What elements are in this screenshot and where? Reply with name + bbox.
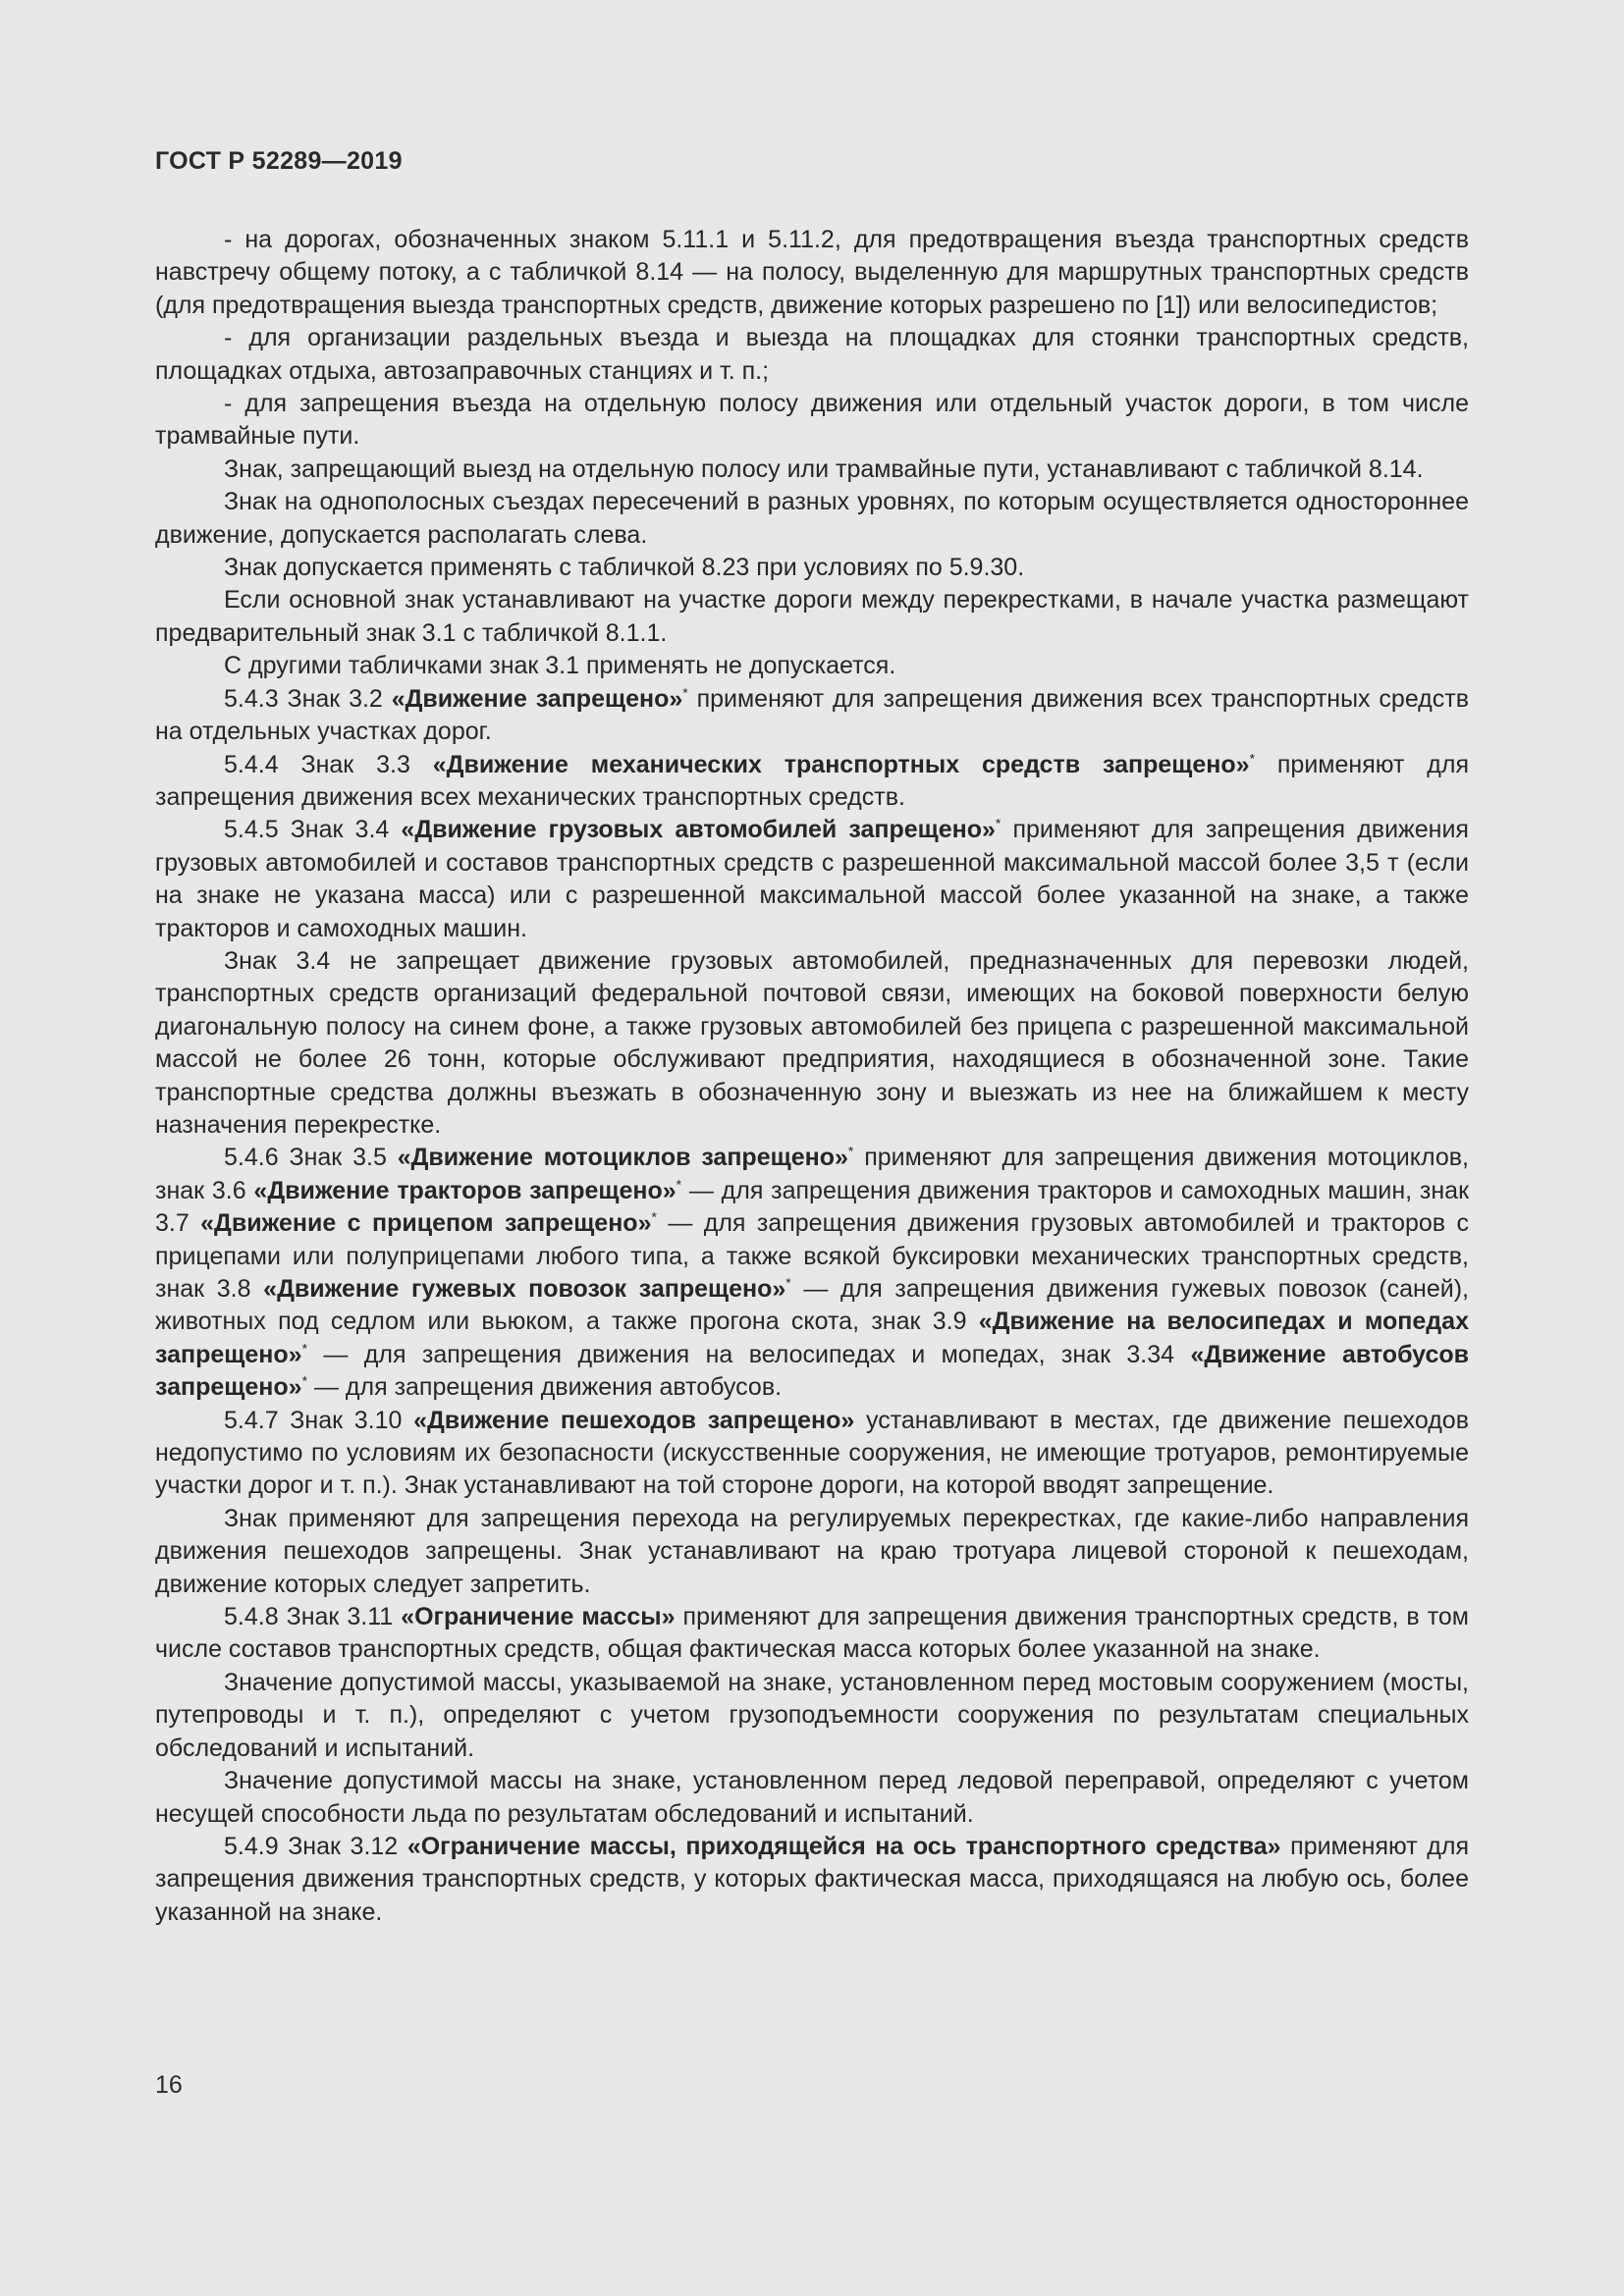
paragraph: - на дорогах, обозначенных знаком 5.11.1 и 5.11.2, для предотвращения въезда транспортных средств навстречу общему потоку, а с табличкой 8.14 — на полосу, выделенную для маршрутных транспортных средств (для предотвращения выезда транспортных средств, движение которых разрешено по [1]) или велосипедистов;	[155, 226, 1469, 319]
sign-title: «Движение автобусов запрещено»	[155, 1340, 1470, 1402]
paragraph: - для организации раздельных въезда и выезда на площадках для стоянки транспортных средств, площадках отдыха, автозаправочных станциях и т. п.;	[155, 324, 1469, 385]
clause-5-4-6	[155, 1142, 1469, 1404]
clause-lead: 5.4.5 Знак 3.4	[224, 816, 402, 844]
body-text	[155, 224, 1469, 1929]
footnote-mark: *	[651, 1208, 657, 1225]
clause-text: применяют для запрещения движения всех механических транспортных средств.	[155, 750, 1469, 811]
clause-5-4-4	[155, 749, 1469, 815]
paragraph: Значение допустимой массы, указываемой на знаке, установленном перед мостовым сооружением (мосты, путепроводы и т. п.), определяют с учетом грузоподъемности сооружения по результатам специальных обследований и испытаний.	[155, 1668, 1469, 1762]
paragraph: Знак 3.4 не запрещает движение грузовых автомобилей, предназначенных для перевозки людей, транспортных средств организаций федеральной почтовой связи, имеющих на боковой поверхности белую диагональную полосу на синем фоне, а также грузовых автомобилей без прицепа с разрешенной максимальной массой не более 26 тонн, которые обслуживают предприятия, находящиеся в обозначенной зоне. Такие транспортные средства должны въезжать в обозначенную зону и выезжать из нее на ближайшем к месту назначения перекрестке.	[155, 946, 1469, 1139]
clause-5-4-7	[155, 1405, 1469, 1503]
clause-5-4-8	[155, 1601, 1469, 1667]
clause-text: — для запрещения движения на велосипедах и мопедах, знак 3.34	[307, 1340, 1191, 1368]
document-header: ГОСТ Р 52289—2019	[155, 147, 403, 175]
clause-text: применяют для запрещения движения мотоциклов, знак 3.6	[155, 1144, 1469, 1204]
footnote-mark: *	[847, 1144, 854, 1160]
footnote-mark: *	[1249, 750, 1256, 767]
footnote-mark: *	[301, 1340, 308, 1357]
clause-lead: 5.4.7 Знак 3.10	[224, 1406, 414, 1434]
sign-title: «Движение грузовых автомобилей запрещено»	[401, 816, 996, 844]
clause-text: 5.4.6 Знак 3.5	[224, 1144, 398, 1172]
sign-title: «Ограничение массы, приходящейся на ось транспортного средства»	[406, 1832, 1281, 1860]
paragraph: Знак допускается применять с табличкой 8.23 при условиях по 5.9.30.	[224, 554, 1025, 582]
paragraph: Если основной знак устанавливают на участке дороги между перекрестками, в начале участка размещают предварительный знак 3.1 с табличкой 8.1.1.	[155, 586, 1469, 647]
footnote-mark: *	[676, 1176, 682, 1193]
sign-title: «Ограничение массы»	[401, 1603, 676, 1631]
clause-text: — для запрещения движения тракторов и самоходных машин, знак 3.7	[155, 1176, 1470, 1238]
sign-title: «Движение запрещено»	[391, 684, 683, 713]
clause-lead: 5.4.9 Знак 3.12	[224, 1832, 407, 1860]
paragraph: Знак применяют для запрещения перехода на регулируемых перекрестках, где какие-либо направления движения пешеходов запрещены. Знак устанавливают на краю тротуара лицевой стороной к пешеходам, движение которых следует запретить.	[155, 1504, 1469, 1598]
paragraph: Значение допустимой массы на знаке, установленном перед ледовой переправой, определяют с учетом несущей способности льда по результатам обследований и испытаний.	[155, 1767, 1469, 1828]
clause-5-4-5	[155, 814, 1469, 945]
page-number: 16	[155, 2071, 183, 2099]
sign-title: «Движение с прицепом запрещено»	[200, 1209, 652, 1238]
paragraph: Знак на однополосных съездах пересечений в разных уровнях, по которым осуществляется одностороннее движение, допускается располагать слева.	[155, 488, 1469, 549]
clause-text: применяют для запрещения движения грузовых автомобилей и составов транспортных средств с разрешенной максимальной массой более 3,5 т (если на знаке не указана масса) или с разрешенной максимальной массой более указанной на знаке, а также тракторов и самоходных машин.	[155, 816, 1469, 942]
clause-text: применяют для запрещения движения транспортных средств, у которых фактическая масса, приходящаяся на любую ось, более указанной на знаке.	[155, 1832, 1469, 1926]
paragraph: С другими табличками знак 3.1 применять не допускается.	[224, 652, 896, 680]
sign-title: «Движение пешеходов запрещено»	[413, 1406, 855, 1434]
sign-title: «Движение мотоциклов запрещено»	[397, 1144, 848, 1172]
clause-lead: 5.4.3 Знак 3.2	[224, 684, 392, 713]
paragraph: Знак, запрещающий выезд на отдельную полосу или трамвайные пути, устанавливают с табличкой 8.14.	[224, 454, 1424, 483]
paragraph: - для запрещения въезда на отдельную полосу движения или отдельный участок дороги, в том числе трамвайные пути.	[155, 390, 1469, 451]
sign-title: «Движение тракторов запрещено»	[253, 1176, 677, 1204]
clause-lead: 5.4.8 Знак 3.11	[224, 1603, 402, 1631]
footnote-mark: *	[301, 1372, 308, 1389]
clause-5-4-9	[155, 1831, 1469, 1929]
footnote-mark: *	[682, 684, 688, 701]
clause-text: — для запрещения движения гужевых повозок (саней), животных под седлом или вьюком, а также прогона скота, знак 3.9	[155, 1275, 1470, 1336]
clause-text: применяют для запрещения движения всех транспортных средств на отдельных участках дорог.	[155, 684, 1469, 746]
footnote-mark: *	[995, 815, 1001, 831]
clause-text: — для запрещения движения автобусов.	[307, 1373, 783, 1402]
sign-title: «Движение на велосипедах и мопедах запрещено»	[155, 1308, 1469, 1368]
clause-text: — для запрещения движения грузовых автомобилей и тракторов с прицепами или полуприцепами любого типа, а также всякой буксировки механических транспортных средств, знак 3.8	[155, 1209, 1469, 1303]
footnote-mark: *	[785, 1274, 791, 1291]
clause-text: устанавливают в местах, где движение пешеходов недопустимо по условиям их безопасности (искусственные сооружения, не имеющие тротуаров, ремонтируемые участки дорог и т. п.). Знак устанавливают на той стороне дороги, на которой вводят запрещение.	[155, 1406, 1469, 1500]
clause-text: применяют для запрещения движения транспортных средств, в том числе составов транспортных средств, общая фактическая масса которых более указанной на знаке.	[155, 1603, 1469, 1664]
sign-title: «Движение механических транспортных средств запрещено»	[432, 750, 1250, 778]
clause-lead: 5.4.4 Знак 3.3	[224, 750, 433, 778]
clause-5-4-3	[155, 683, 1469, 749]
sign-title: «Движение гужевых повозок запрещено»	[263, 1275, 786, 1303]
